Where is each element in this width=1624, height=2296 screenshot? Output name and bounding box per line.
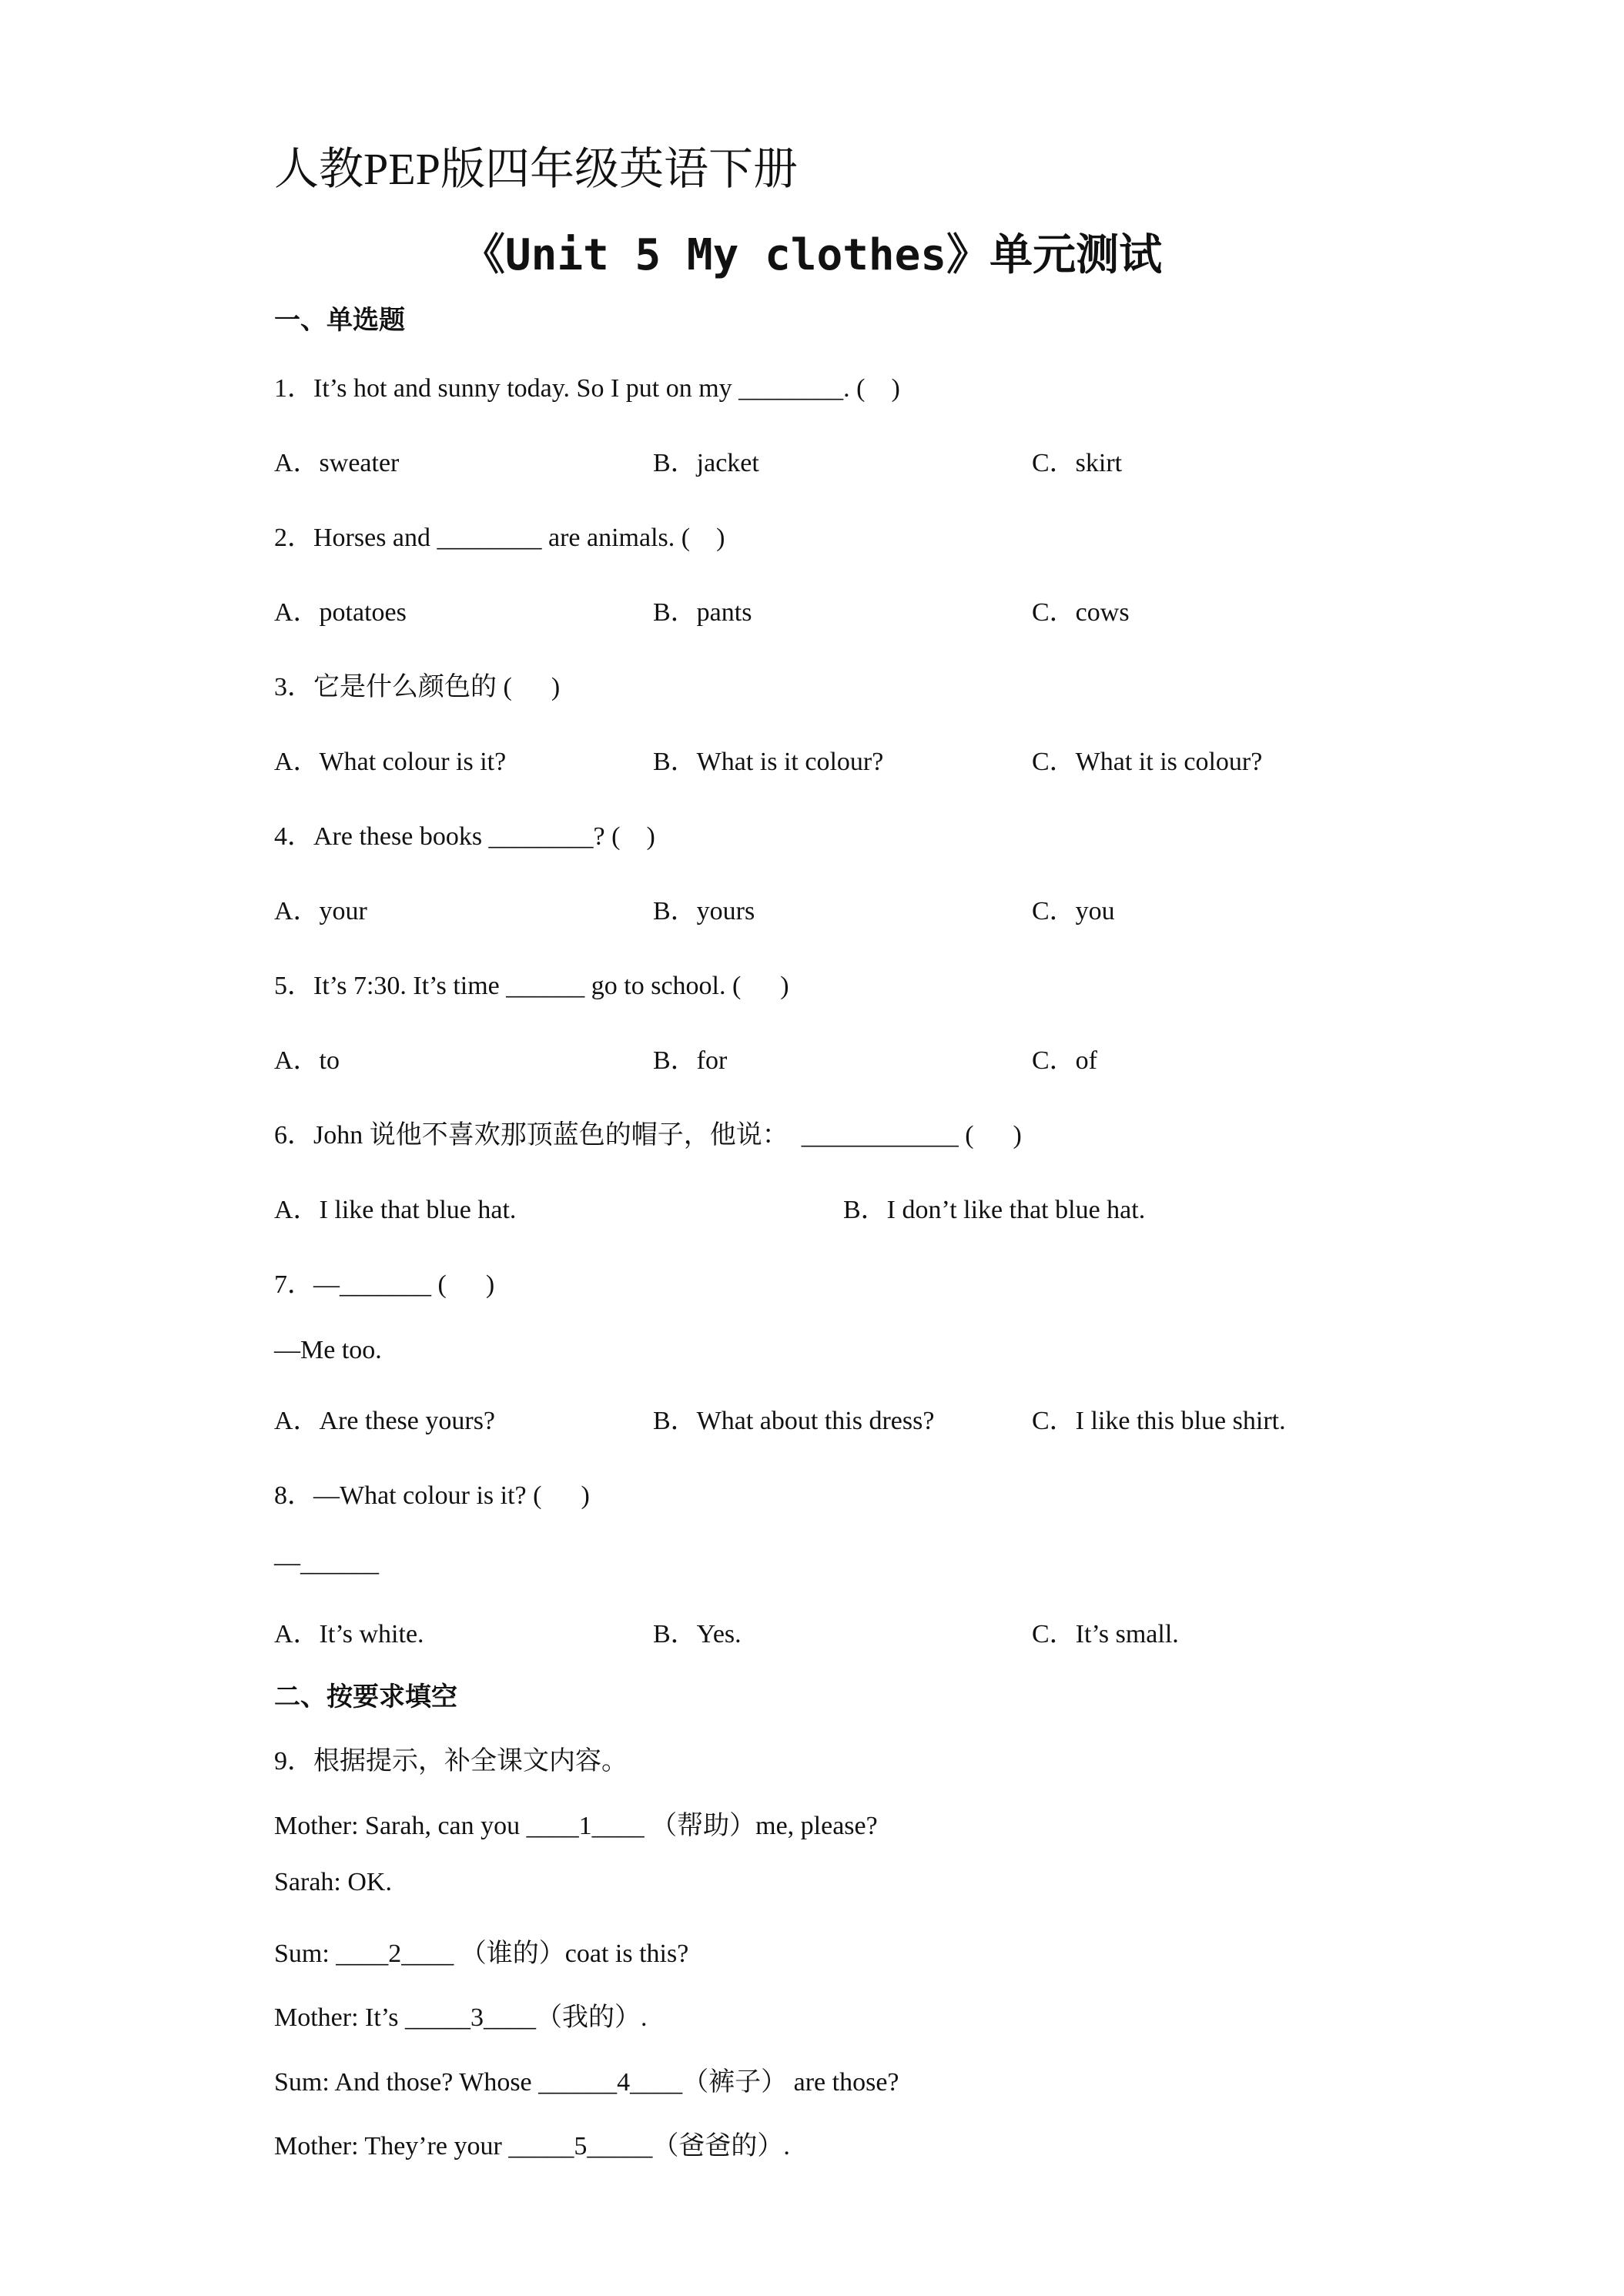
dialogue-line: Mother: They’re your _____5_____（爸爸的）. (274, 2132, 790, 2160)
document-title: 人教PEP版四年级英语下册 (274, 144, 798, 194)
question-stem: 3．它是什么颜色的 ( ) (274, 673, 561, 701)
option-c: C．I like this blue shirt. (1032, 1407, 1286, 1435)
option-b: B．pants (653, 598, 752, 627)
option-b: B．What about this dress? (653, 1407, 935, 1435)
section-heading-single-choice: 一、单选题 (274, 306, 405, 335)
dialogue-line: Sarah: OK. (274, 1868, 392, 1896)
option-a: A．I like that blue hat. (274, 1196, 517, 1224)
option-c: C．cows (1032, 598, 1130, 627)
question-stem: 8．—What colour is it? ( ) (274, 1481, 590, 1510)
option-c: C．you (1032, 897, 1115, 925)
question-stem: 4．Are these books ________? ( ) (274, 822, 655, 851)
option-b: B．yours (653, 897, 755, 925)
dialogue-reply: —______ (274, 1548, 379, 1577)
dialogue-line: Sum: ____2____ （谁的）coat is this? (274, 1940, 689, 1968)
option-a: A．potatoes (274, 598, 407, 627)
option-c: C．It’s small. (1032, 1620, 1179, 1648)
question-stem: 9．根据提示，补全课文内容。 (274, 1747, 628, 1776)
option-a: A．What colour is it? (274, 748, 507, 776)
option-b: B．I don’t like that blue hat. (843, 1196, 1146, 1224)
option-c: C．of (1032, 1046, 1097, 1075)
question-stem: 2．Horses and ________ are animals. ( ) (274, 524, 725, 552)
dialogue-line: Sum: And those? Whose ______4____（裤子） are those? (274, 2068, 899, 2097)
unit-title: 《Unit 5 My clothes》单元测试 (461, 230, 1163, 280)
option-b: B．What is it colour? (653, 748, 884, 776)
option-a: A．to (274, 1046, 340, 1075)
option-b: B．jacket (653, 449, 759, 477)
option-c: C．What it is colour? (1032, 748, 1263, 776)
dialogue-line: Mother: It’s _____3____（我的）. (274, 2003, 648, 2032)
option-a: A．It’s white. (274, 1620, 424, 1648)
question-stem: 1．It’s hot and sunny today. So I put on my ________. ( ) (274, 374, 900, 403)
option-a: A．Are these yours? (274, 1407, 496, 1435)
option-a: A．your (274, 897, 367, 925)
option-a: A．sweater (274, 449, 400, 477)
option-b: B．Yes. (653, 1620, 742, 1648)
dialogue-line: Mother: Sarah, can you ____1____ （帮助）me, please? (274, 1812, 878, 1840)
question-stem: 5．It’s 7:30. It’s time ______ go to school. ( ) (274, 972, 789, 1000)
option-b: B．for (653, 1046, 728, 1075)
section-heading-fill-blank: 二、按要求填空 (274, 1683, 457, 1712)
dialogue-reply: —Me too. (274, 1336, 382, 1364)
question-stem: 7．—_______ ( ) (274, 1270, 495, 1299)
option-c: C．skirt (1032, 449, 1123, 477)
question-stem: 6．John 说他不喜欢那顶蓝色的帽子，他说： ____________ ( ) (274, 1121, 1022, 1150)
